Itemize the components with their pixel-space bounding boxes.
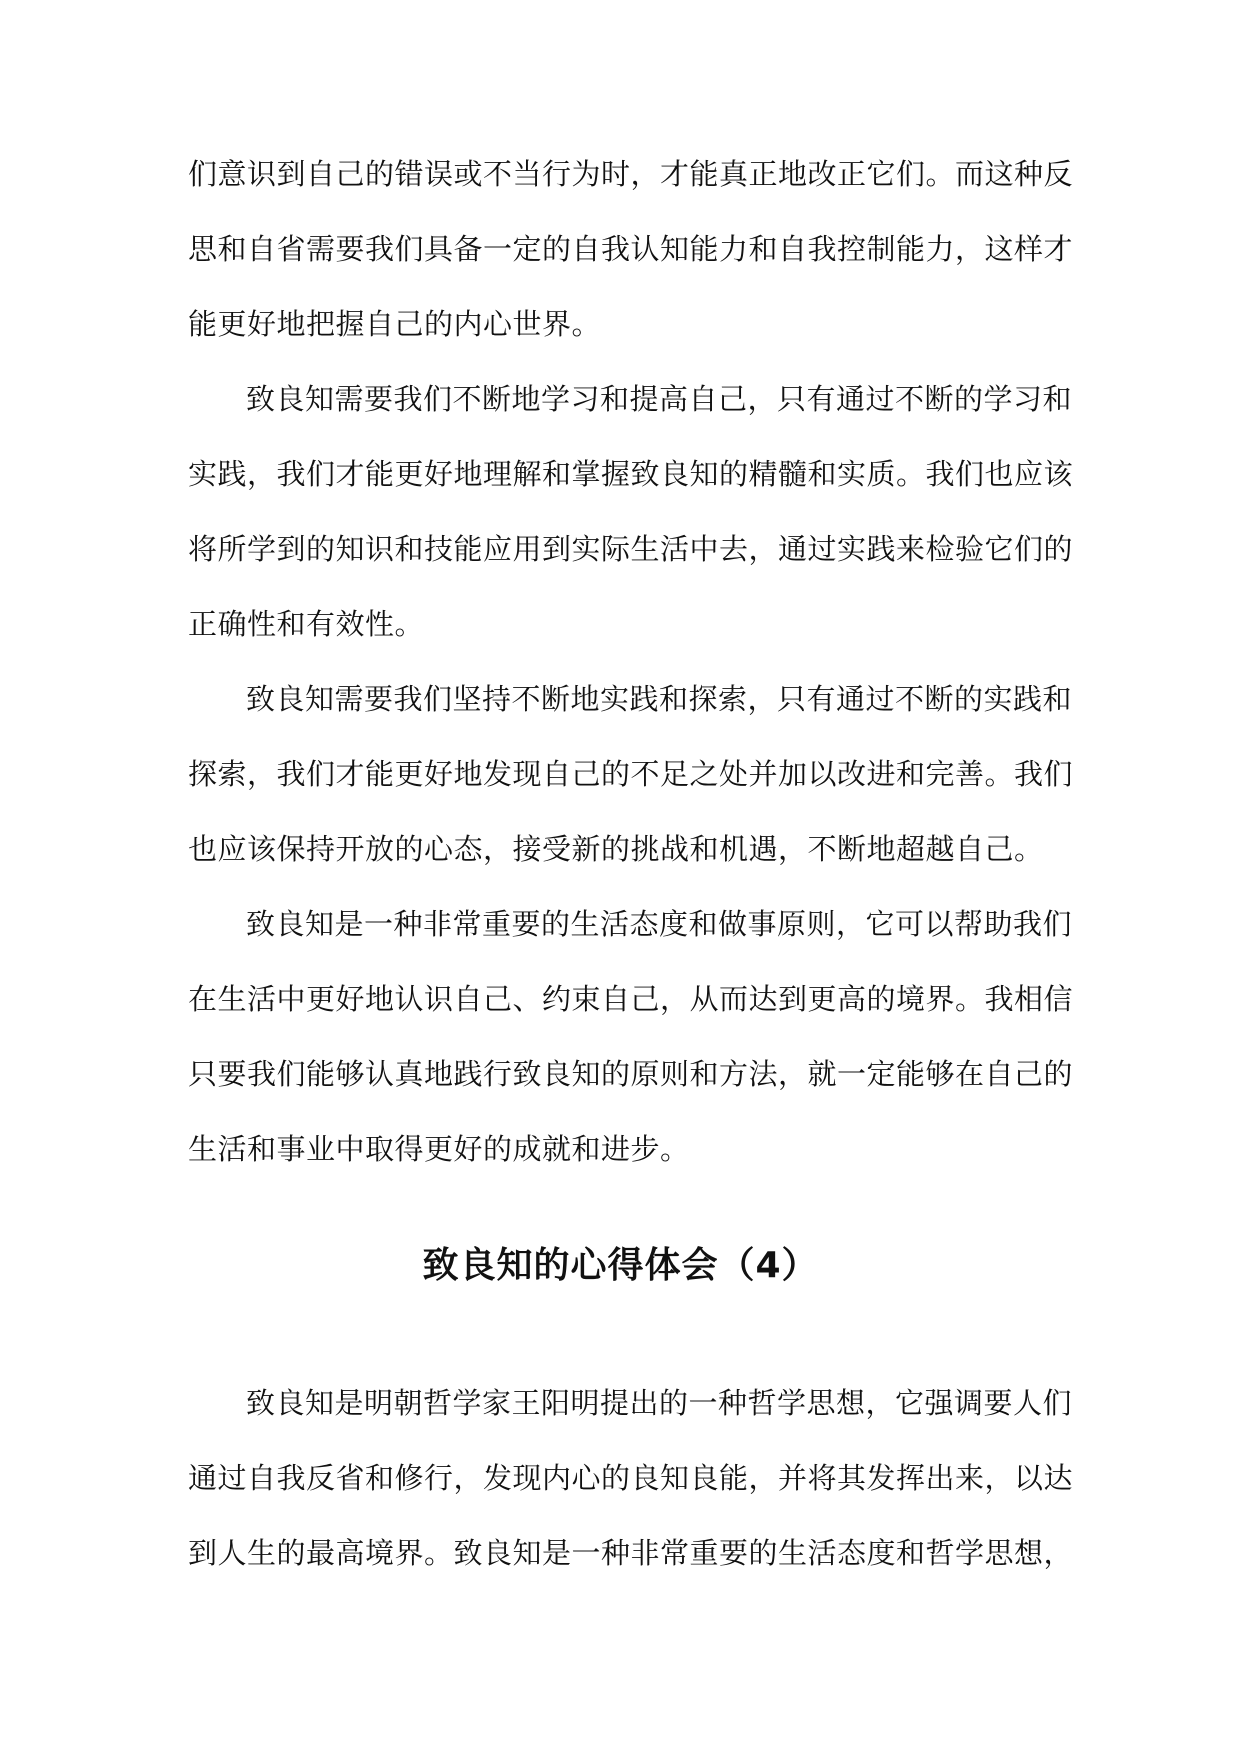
paragraph-line: 实践，我们才能更好地理解和掌握致良知的精髓和实质。我们也应该 (188, 457, 1074, 491)
paragraph-line: 生活和事业中取得更好的成就和进步。 (188, 1132, 690, 1166)
section-heading: 致良知的心得体会（4） (422, 1245, 819, 1286)
paragraph-4 (188, 887, 1074, 1187)
paragraph-line: 致良知需要我们不断地学习和提高自己，只有通过不断的学习和 (246, 382, 1073, 416)
paragraph-line: 到人生的最高境界。致良知是一种非常重要的生活态度和哲学思想， (188, 1536, 1074, 1570)
paragraph-line: 能更好地把握自己的内心世界。 (188, 307, 602, 341)
paragraph-line: 通过自我反省和修行，发现内心的良知良能，并将其发挥出来，以达 (188, 1461, 1074, 1495)
paragraph-line: 们意识到自己的错误或不当行为时，才能真正地改正它们。而这种反 (188, 157, 1074, 191)
paragraph-3 (188, 662, 1074, 887)
paragraph-line: 探索，我们才能更好地发现自己的不足之处并加以改进和完善。我们 (188, 757, 1074, 791)
paragraph-line: 致良知是一种非常重要的生活态度和做事原则，它可以帮助我们 (246, 907, 1073, 941)
paragraph-line: 正确性和有效性。 (188, 607, 425, 641)
paragraph-line: 将所学到的知识和技能应用到实际生活中去，通过实践来检验它们的 (188, 532, 1074, 566)
paragraph-line: 致良知是明朝哲学家王阳明提出的一种哲学思想，它强调要人们 (246, 1386, 1073, 1420)
paragraph-1 (188, 137, 1074, 362)
paragraph-line: 也应该保持开放的心态，接受新的挑战和机遇，不断地超越自己。 (188, 832, 1044, 866)
paragraph-line: 思和自省需要我们具备一定的自我认知能力和自我控制能力，这样才 (188, 232, 1074, 266)
paragraph-5 (188, 1366, 1074, 1591)
paragraph-line: 在生活中更好地认识自己、约束自己，从而达到更高的境界。我相信 (188, 982, 1074, 1016)
paragraph-line: 致良知需要我们坚持不断地实践和探索，只有通过不断的实践和 (246, 682, 1073, 716)
paragraph-2 (188, 362, 1074, 662)
paragraph-line: 只要我们能够认真地践行致良知的原则和方法，就一定能够在自己的 (188, 1057, 1074, 1091)
